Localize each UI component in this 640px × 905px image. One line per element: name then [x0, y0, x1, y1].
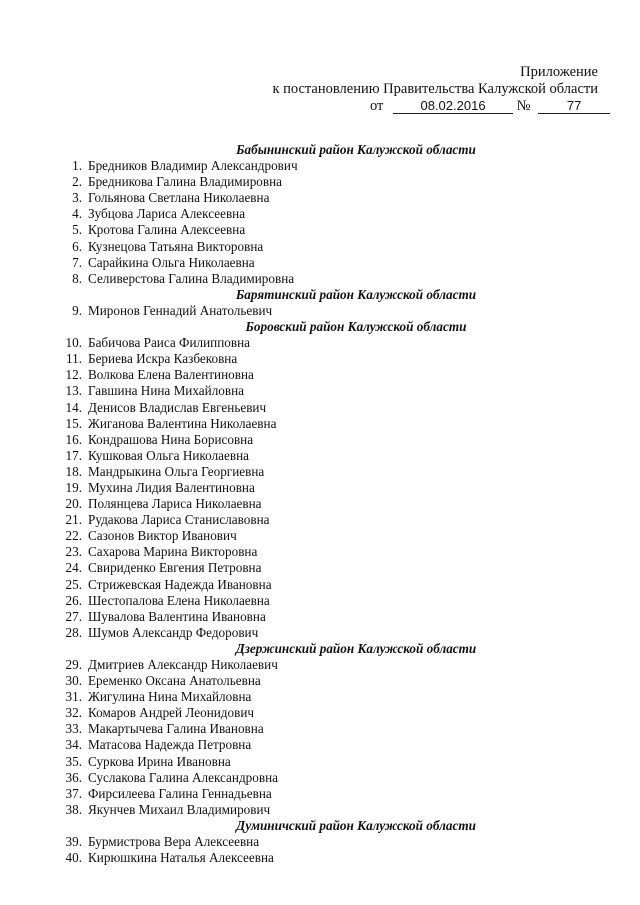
list-item-name: Суслакова Галина Александровна	[88, 769, 278, 785]
list-item	[56, 206, 596, 222]
district-heading: Бабынинский район Калужской области	[236, 142, 476, 157]
list-item	[56, 560, 596, 576]
list-item-name: Свириденко Евгения Петровна	[88, 560, 262, 576]
list-item-number: 4.	[72, 206, 82, 222]
people-list	[56, 142, 596, 866]
list-item-name: Бредников Владимир Александрович	[88, 158, 298, 174]
list-item-name: Бериева Искра Казбековна	[88, 351, 238, 367]
number-prefix: №	[516, 98, 531, 114]
appendix-title: Приложение	[520, 64, 598, 80]
list-item-number: 37.	[65, 785, 82, 801]
list-item-name: Бредникова Галина Владимировна	[88, 174, 283, 190]
list-item-number: 27.	[65, 608, 82, 624]
list-item-number: 8.	[72, 270, 82, 286]
list-item-name: Шумов Александр Федорович	[88, 624, 259, 640]
decree-number: 77	[538, 98, 610, 114]
list-item-number: 20.	[65, 496, 82, 512]
list-item-number: 5.	[72, 222, 82, 238]
list-item-number: 32.	[65, 705, 82, 721]
list-item	[56, 416, 596, 432]
list-item-name: Фирсилеева Галина Геннадьевна	[88, 785, 272, 801]
list-item	[56, 174, 596, 190]
list-item-number: 23.	[65, 544, 82, 560]
list-item-name: Мандрыкина Ольга Георгиевна	[88, 463, 265, 479]
list-item	[56, 255, 596, 271]
list-item-name: Кушковая Ольга Николаевна	[88, 447, 249, 463]
list-item-number: 26.	[65, 592, 82, 608]
district-heading: Боровский район Калужской области	[245, 319, 467, 335]
list-item-number: 9.	[72, 302, 82, 318]
district-heading: Барятинский район Калужской области	[235, 286, 477, 302]
list-item	[56, 770, 596, 786]
list-item-number: 6.	[72, 238, 82, 254]
list-item	[56, 577, 596, 593]
list-item-name: Кирюшкина Наталья Алексеевна	[88, 850, 274, 866]
list-item	[56, 512, 596, 528]
date-prefix: от	[370, 98, 384, 114]
list-item	[56, 689, 596, 705]
list-item-name: Якунчев Михаил Владимирович	[88, 801, 271, 817]
list-item-name: Макартычева Галина Ивановна	[88, 721, 264, 737]
list-item-name: Суркова Ирина Ивановна	[88, 753, 231, 769]
list-item-number: 35.	[65, 753, 82, 769]
list-item-number: 18.	[65, 463, 82, 479]
district-heading: Думиничский район Калужской области	[236, 817, 476, 833]
list-item-name: Гольянова Светлана Николаевна	[88, 190, 270, 206]
list-item	[56, 383, 596, 399]
list-item-number: 24.	[65, 560, 82, 576]
list-item-name: Волкова Елена Валентиновна	[88, 367, 254, 383]
list-item-name: Сазонов Виктор Иванович	[88, 528, 237, 544]
list-item	[56, 754, 596, 770]
list-item-name: Полянцева Лариса Николаевна	[88, 496, 262, 512]
list-item	[56, 625, 596, 641]
list-item-name: Селиверстова Галина Владимировна	[88, 270, 295, 286]
list-item-number: 2.	[72, 174, 82, 190]
list-item-name: Дмитриев Александр Николаевич	[88, 657, 278, 672]
decree-date: 08.02.2016	[393, 98, 513, 114]
list-item-number: 34.	[65, 737, 82, 753]
list-item	[56, 705, 596, 721]
list-item	[56, 432, 596, 448]
list-item	[56, 190, 596, 206]
list-item-name: Гавшина Нина Михайловна	[88, 383, 245, 399]
list-item-name: Жиганова Валентина Николаевна	[88, 415, 277, 431]
list-item	[56, 593, 596, 609]
list-item-number: 12.	[65, 367, 82, 383]
list-item	[56, 737, 596, 753]
list-item	[56, 351, 596, 367]
list-item-number: 33.	[65, 721, 82, 737]
list-item-number: 10.	[65, 335, 82, 351]
list-item-name: Кондрашова Нина Борисовна	[88, 431, 254, 447]
list-item	[56, 448, 596, 464]
list-item-number: 13.	[65, 383, 82, 399]
list-item-name: Миронов Геннадий Анатольевич	[88, 302, 273, 318]
list-item-name: Зубцова Лариса Алексеевна	[88, 206, 246, 222]
list-item-name: Еременко Оксана Анатольевна	[88, 673, 261, 689]
list-item-name: Матасова Надежда Петровна	[88, 737, 252, 753]
list-item	[56, 271, 596, 287]
list-item-number: 17.	[65, 447, 82, 463]
list-item-name: Бабичова Раиса Филипповна	[88, 335, 250, 351]
list-item-name: Жигулина Нина Михайловна	[88, 689, 252, 705]
list-item-name: Стрижевская Надежда Ивановна	[88, 576, 272, 592]
district-heading: Дзержинский район Калужской области	[235, 640, 477, 656]
list-item-number: 40.	[65, 850, 82, 866]
list-item	[56, 544, 596, 560]
list-item-number: 21.	[65, 512, 82, 528]
list-item-number: 31.	[65, 689, 82, 705]
list-item	[56, 222, 596, 238]
list-item-number: 38.	[65, 801, 82, 817]
list-item	[56, 335, 596, 351]
list-item	[56, 367, 596, 383]
list-item	[56, 464, 596, 480]
list-item	[56, 496, 596, 512]
list-item-name: Бурмистрова Вера Алексеевна	[88, 834, 260, 850]
list-item-name: Кротова Галина Алексеевна	[88, 222, 246, 238]
list-item	[56, 303, 596, 319]
list-item	[56, 609, 596, 625]
list-item-number: 15.	[65, 415, 82, 431]
list-item-number: 11.	[66, 351, 82, 367]
list-item	[56, 834, 596, 850]
list-item-number: 3.	[72, 190, 82, 206]
list-item-name: Кузнецова Татьяна Викторовна	[88, 238, 264, 254]
list-item-name: Рудакова Лариса Станиславовна	[88, 512, 270, 528]
list-item-number: 39.	[65, 834, 82, 850]
list-item-number: 22.	[65, 528, 82, 544]
list-item-name: Шувалова Валентина Ивановна	[88, 608, 266, 624]
list-item	[56, 158, 596, 174]
list-item-name: Денисов Владислав Евгеньевич	[88, 399, 267, 415]
list-item-number: 1.	[72, 158, 82, 174]
list-item	[56, 400, 596, 416]
list-item-number: 36.	[65, 769, 82, 785]
list-item-number: 29.	[65, 657, 82, 672]
list-item	[56, 802, 596, 818]
list-item-number: 30.	[65, 673, 82, 689]
appendix-subtitle: к постановлению Правительства Калужской области	[272, 81, 598, 97]
list-item-name: Комаров Андрей Леонидович	[88, 705, 255, 721]
list-item-number: 14.	[65, 399, 82, 415]
list-item	[56, 850, 596, 866]
list-item	[56, 480, 596, 496]
list-item-number: 25.	[65, 576, 82, 592]
list-item	[56, 673, 596, 689]
list-item-name: Шестопалова Елена Николаевна	[88, 592, 270, 608]
list-item-number: 19.	[65, 479, 82, 495]
list-item-number: 7.	[72, 254, 82, 270]
list-item	[56, 528, 596, 544]
list-item	[56, 721, 596, 737]
list-item-number: 16.	[65, 431, 82, 447]
decree-reference	[370, 98, 610, 115]
list-item	[56, 239, 596, 255]
list-item-name: Сахарова Марина Викторовна	[88, 544, 258, 560]
list-item	[56, 786, 596, 802]
list-item-name: Мухина Лидия Валентиновна	[88, 479, 255, 495]
list-item-number: 28.	[65, 624, 82, 640]
list-item	[56, 657, 596, 673]
appendix-header	[272, 64, 598, 98]
list-item-name: Сарайкина Ольга Николаевна	[88, 254, 255, 270]
